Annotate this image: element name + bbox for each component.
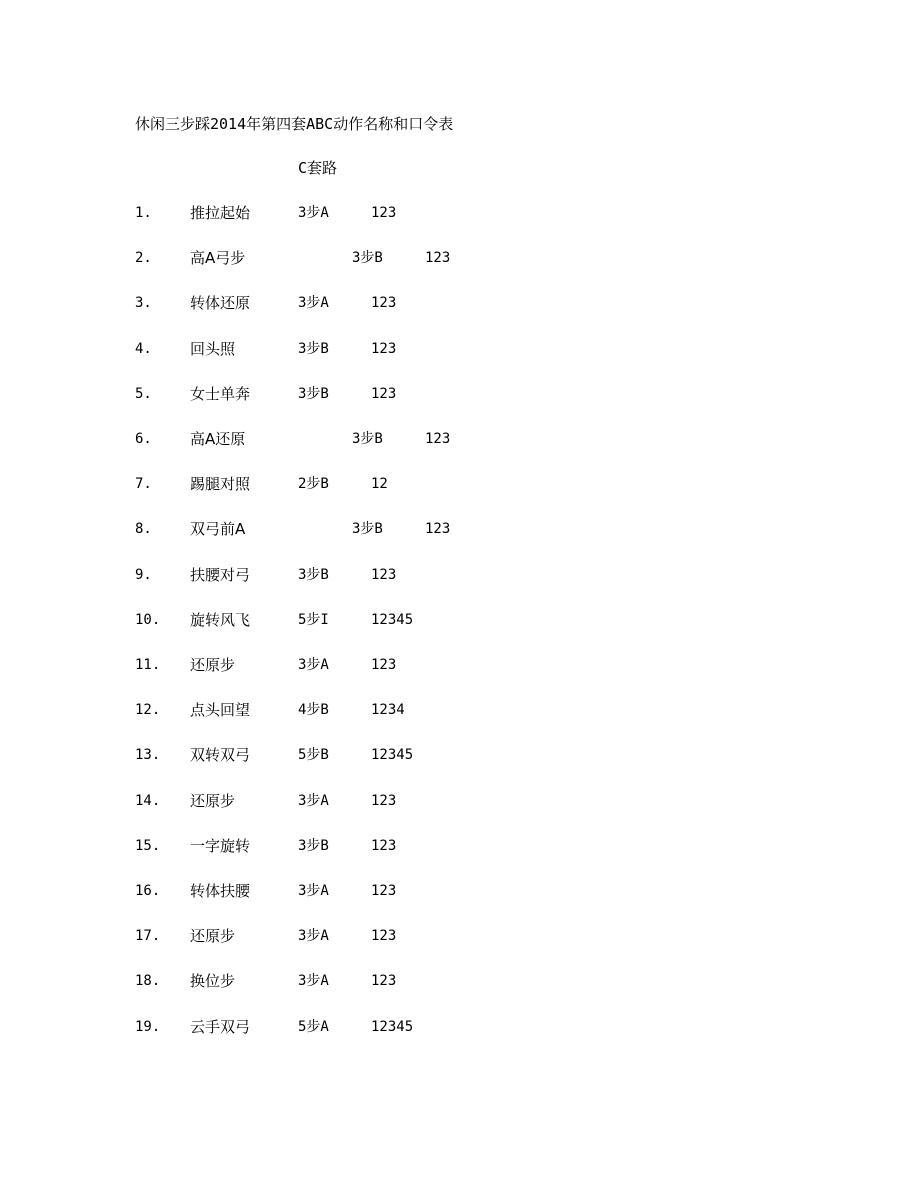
list-item	[0, 518, 920, 540]
item-number: 19.	[135, 1018, 161, 1035]
list-item	[0, 473, 920, 495]
list-item	[0, 835, 920, 857]
count-cue: 123	[371, 295, 397, 312]
count-cue: 123	[371, 657, 397, 673]
step-type: 3步A	[298, 928, 329, 945]
step-type: 2步B	[298, 476, 329, 493]
item-number: 1.	[135, 205, 152, 221]
move-name: 一字旋转	[190, 836, 251, 855]
step-type: 3步A	[298, 973, 329, 990]
count-cue: 123	[371, 928, 397, 945]
move-name: 转体扶腰	[190, 882, 251, 900]
step-type: 5步B	[298, 747, 329, 764]
list-item	[0, 292, 920, 314]
item-number: 6.	[135, 431, 152, 447]
count-cue: 123	[371, 566, 397, 583]
count-cue: 123	[371, 205, 397, 221]
list-item	[0, 338, 920, 360]
move-name: 高A还原	[190, 430, 246, 448]
item-number: 10.	[135, 611, 161, 628]
step-type: 3步B	[298, 385, 329, 402]
count-cue: 123	[425, 250, 451, 267]
step-type: 3步B	[298, 566, 329, 583]
list-item	[0, 428, 920, 450]
move-name: 推拉起始	[190, 204, 251, 222]
count-cue: 123	[371, 792, 397, 809]
move-name: 还原步	[190, 791, 236, 810]
move-name: 还原步	[190, 927, 236, 946]
move-name: 扶腰对弓	[190, 565, 251, 584]
count-cue: 123	[371, 340, 397, 357]
move-name: 女士单奔	[190, 384, 251, 403]
step-type: 3步B	[352, 521, 383, 538]
step-type: 5步I	[298, 611, 329, 628]
list-item	[0, 925, 920, 947]
step-type: 3步B	[352, 431, 383, 447]
document-title: 休闲三步踩2014年第四套ABC动作名称和口令表	[135, 115, 454, 133]
item-number: 18.	[135, 973, 161, 990]
count-cue: 123	[425, 521, 451, 538]
item-number: 17.	[135, 928, 161, 945]
item-number: 2.	[135, 250, 152, 267]
step-type: 3步A	[298, 205, 329, 221]
count-cue: 12	[371, 476, 388, 493]
step-type: 4步B	[298, 702, 329, 719]
count-cue: 12345	[371, 1018, 414, 1035]
step-type: 5步A	[298, 1018, 329, 1035]
move-name: 转体还原	[190, 294, 251, 313]
list-item	[0, 383, 920, 405]
count-cue: 12345	[371, 611, 414, 628]
list-item	[0, 247, 920, 269]
list-item	[0, 790, 920, 812]
list-item	[0, 880, 920, 902]
list-item	[0, 1016, 920, 1038]
item-number: 12.	[135, 702, 161, 719]
move-name: 双转双弓	[190, 746, 251, 765]
count-cue: 123	[371, 385, 397, 402]
item-number: 3.	[135, 295, 152, 312]
list-item	[0, 564, 920, 586]
item-number: 15.	[135, 837, 161, 854]
item-number: 4.	[135, 340, 152, 357]
count-cue: 123	[425, 431, 451, 447]
step-type: 3步A	[298, 657, 329, 673]
section-heading: C套路	[298, 159, 338, 177]
move-name: 点头回望	[190, 701, 251, 720]
count-cue: 123	[371, 973, 397, 990]
count-cue: 123	[371, 837, 397, 854]
item-number: 9.	[135, 566, 152, 583]
count-cue: 123	[371, 883, 397, 899]
move-name: 旋转风飞	[190, 610, 251, 629]
list-item	[0, 654, 920, 676]
step-type: 3步A	[298, 295, 329, 312]
step-type: 3步B	[352, 250, 383, 267]
move-name: 踢腿对照	[190, 475, 251, 494]
count-cue: 1234	[371, 702, 405, 719]
list-item	[0, 202, 920, 224]
move-name: 双弓前A	[190, 520, 246, 539]
item-number: 13.	[135, 747, 161, 764]
move-name: 云手双弓	[190, 1017, 251, 1036]
item-number: 14.	[135, 792, 161, 809]
move-name: 还原步	[190, 656, 236, 674]
list-item	[0, 744, 920, 766]
move-name: 回头照	[190, 339, 236, 358]
count-cue: 12345	[371, 747, 414, 764]
step-type: 3步A	[298, 883, 329, 899]
item-number: 5.	[135, 385, 152, 402]
step-type: 3步B	[298, 837, 329, 854]
item-number: 11.	[135, 657, 161, 673]
list-item	[0, 609, 920, 631]
list-item	[0, 699, 920, 721]
item-number: 7.	[135, 476, 152, 493]
step-type: 3步A	[298, 792, 329, 809]
list-item	[0, 970, 920, 992]
move-name: 高A弓步	[190, 249, 246, 268]
item-number: 16.	[135, 883, 161, 899]
move-name: 换位步	[190, 972, 236, 991]
step-type: 3步B	[298, 340, 329, 357]
item-number: 8.	[135, 521, 152, 538]
